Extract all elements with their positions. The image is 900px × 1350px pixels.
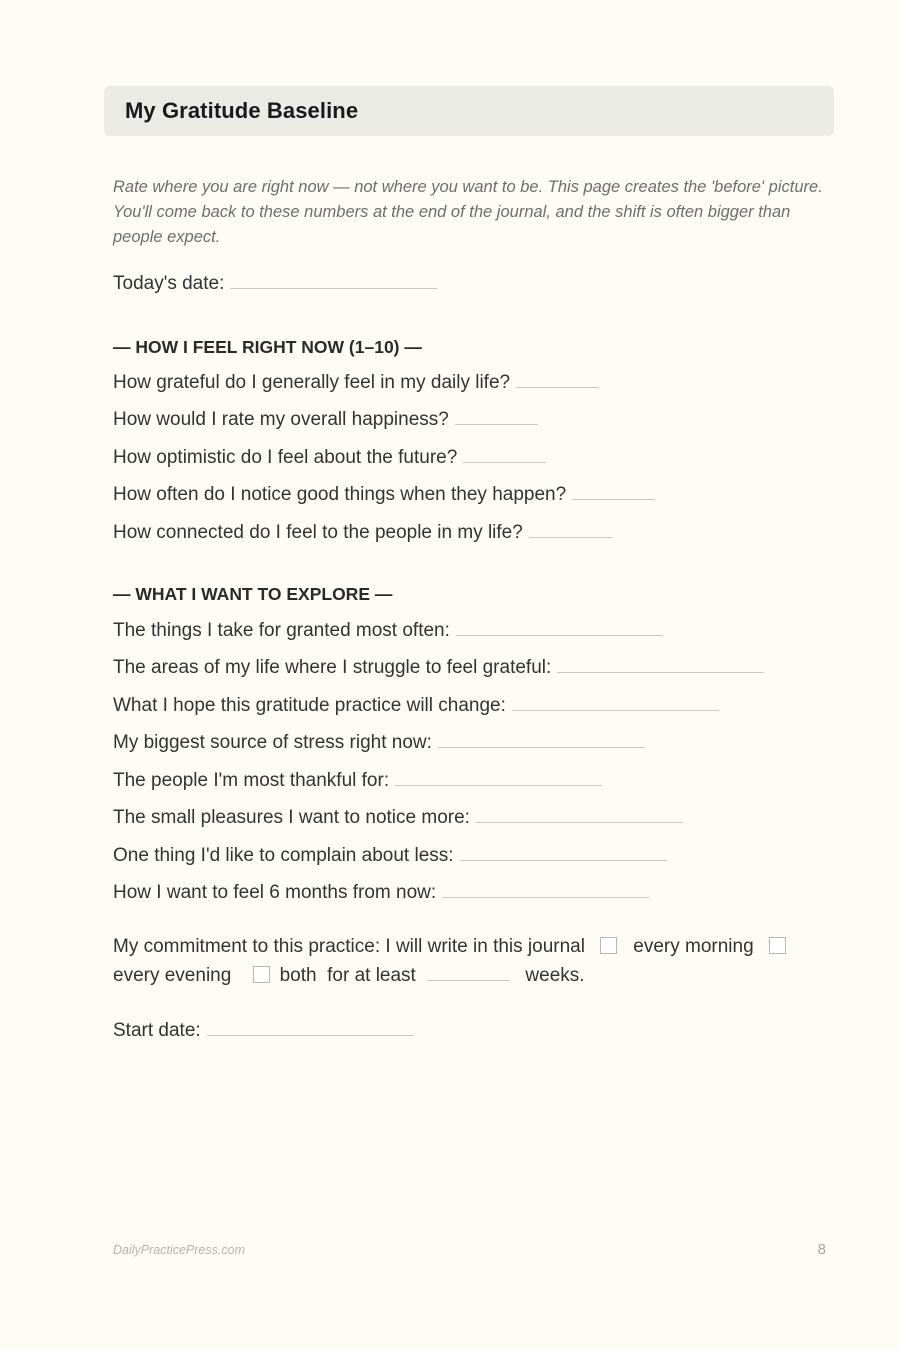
explore-answer-field[interactable]	[395, 769, 602, 786]
explore-prompt-label: The things I take for granted most often:	[113, 620, 450, 641]
commitment-lead: My commitment to this practice: I will write in this journal	[113, 936, 585, 957]
every-evening-label: every evening	[113, 965, 232, 986]
feel-rating-field[interactable]	[529, 521, 612, 538]
explore-prompt-row	[113, 806, 683, 829]
footer-site: DailyPracticePress.com	[113, 1243, 245, 1257]
feel-question-label: How often do I notice good things when they happen?	[113, 484, 567, 505]
explore-answer-field[interactable]	[476, 806, 683, 823]
feel-rating-field[interactable]	[463, 446, 546, 463]
feel-rating-field[interactable]	[455, 408, 538, 425]
todays-date-field[interactable]	[230, 272, 437, 289]
commitment-block	[113, 932, 833, 990]
title-bar	[104, 86, 834, 136]
explore-prompt-label: How I want to feel 6 months from now:	[113, 882, 437, 903]
explore-prompt-label: One thing I'd like to complain about less:	[113, 845, 454, 866]
every-evening-checkbox[interactable]	[769, 937, 786, 954]
every-morning-label: every morning	[633, 936, 754, 957]
feel-question-label: How would I rate my overall happiness?	[113, 409, 449, 430]
explore-prompt-row	[113, 619, 663, 642]
explore-prompt-label: My biggest source of stress right now:	[113, 732, 432, 753]
feel-question-row	[113, 408, 538, 431]
feel-question-label: How connected do I feel to the people in my life?	[113, 522, 523, 543]
explore-prompt-row	[113, 844, 667, 867]
feel-question-label: How optimistic do I feel about the future?	[113, 447, 458, 468]
feel-question-row	[113, 371, 599, 394]
explore-answer-field[interactable]	[460, 844, 667, 861]
both-checkbox[interactable]	[253, 966, 270, 983]
explore-prompt-row	[113, 731, 645, 754]
explore-answer-field[interactable]	[456, 619, 663, 636]
explore-prompt-row	[113, 656, 764, 679]
start-date-label: Start date:	[113, 1020, 201, 1041]
feel-section-heading: — HOW I FEEL RIGHT NOW (1–10) —	[113, 337, 422, 357]
feel-rating-field[interactable]	[516, 371, 599, 388]
feel-question-row	[113, 446, 546, 469]
explore-prompt-row	[113, 694, 719, 717]
explore-prompt-label: The people I'm most thankful for:	[113, 770, 390, 791]
todays-date-label: Today's date:	[113, 273, 225, 294]
every-morning-checkbox[interactable]	[600, 937, 617, 954]
explore-answer-field[interactable]	[442, 881, 649, 898]
explore-prompt-label: What I hope this gratitude practice will change:	[113, 695, 506, 716]
feel-question-label: How grateful do I generally feel in my daily life?	[113, 372, 511, 393]
todays-date-row	[113, 272, 437, 295]
start-date-row	[113, 1019, 414, 1042]
page-title: My Gratitude Baseline	[125, 98, 359, 123]
explore-prompt-label: The small pleasures I want to notice more:	[113, 807, 470, 828]
explore-prompt-row	[113, 769, 602, 792]
explore-answer-field[interactable]	[557, 656, 764, 673]
intro-text: Rate where you are right now — not where you want to be. This page creates the 'before' picture. You'll come back to these numbers at the end of the journal, and the shift is often bigger than people expect.	[113, 178, 823, 246]
weeks-label: weeks.	[525, 965, 585, 986]
feel-question-row	[113, 483, 655, 506]
explore-answer-field[interactable]	[438, 731, 645, 748]
page-number: 8	[817, 1241, 826, 1258]
weeks-count-field[interactable]	[427, 964, 510, 981]
for-at-least-label: for at least	[327, 965, 416, 986]
feel-rating-field[interactable]	[572, 483, 655, 500]
explore-section-heading: — WHAT I WANT TO EXPLORE —	[113, 584, 393, 604]
both-label: both	[279, 965, 317, 986]
feel-question-row	[113, 521, 612, 544]
explore-prompt-label: The areas of my life where I struggle to feel grateful:	[113, 657, 552, 678]
explore-answer-field[interactable]	[512, 694, 719, 711]
start-date-field[interactable]	[207, 1019, 414, 1036]
explore-prompt-row	[113, 881, 649, 904]
